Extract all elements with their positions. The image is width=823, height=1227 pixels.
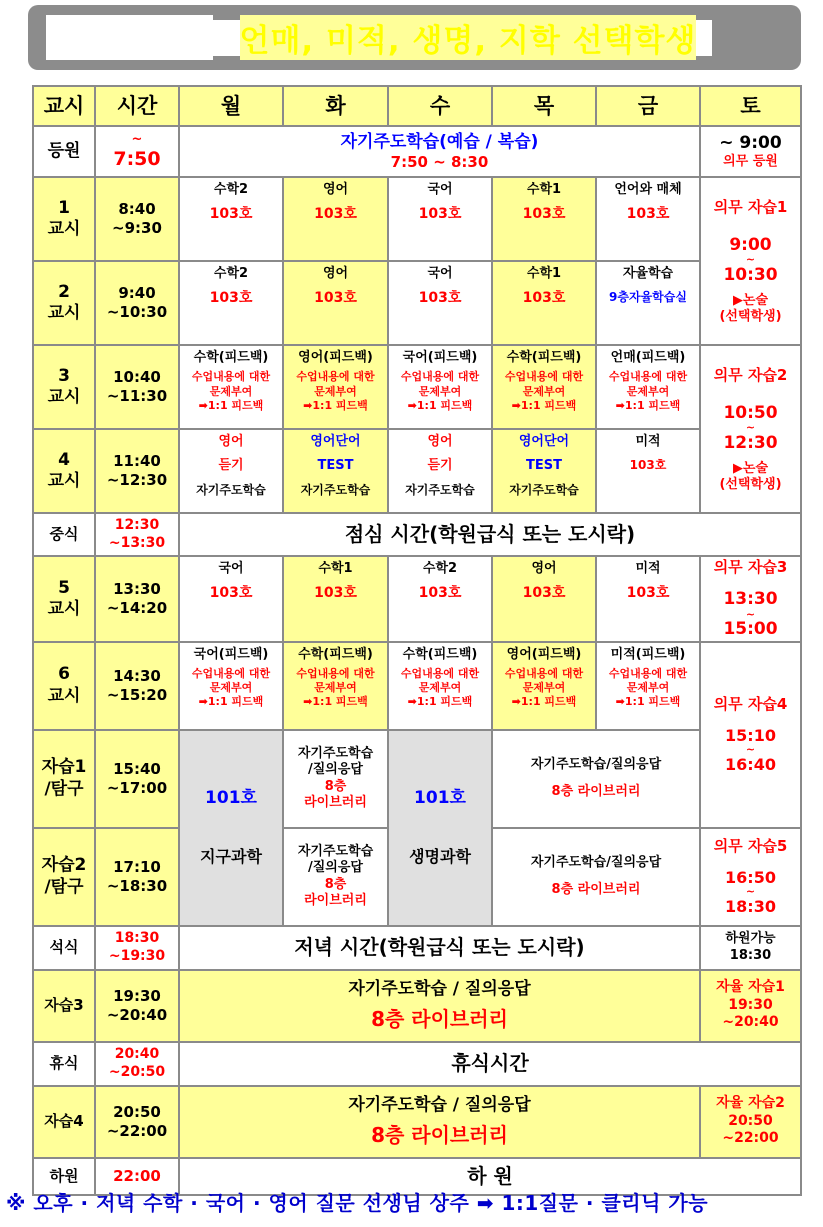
time-p2: 9:40 ~10:30 [95,261,179,345]
room: 101호 [205,787,257,808]
self-study: 자기주도학습/질의응답 [530,757,662,773]
row-dinner [33,926,801,970]
sat-title: 의무 자습3 [713,558,788,576]
room: 103호 [522,206,566,223]
location: 8층 라이브러리 [371,1122,508,1147]
subject: 국어(피드백) [402,350,478,365]
room: 103호 [314,585,357,602]
feedback-note: 수업내용에 대한 문제부여 ➡1:1 피드백 [504,370,584,412]
label-p6: 6 교시 [33,642,95,730]
subject: 자율학습 [622,266,674,281]
self-study: 자기주도학습 [405,482,475,497]
subject: 수학(피드백) [402,646,478,662]
p2-fri [596,261,700,345]
room: 103호 [209,585,253,602]
time-p3: 10:40 ~11:30 [95,345,179,429]
p1-thu [492,177,596,261]
sat-start: 13:30 [723,589,778,610]
study-mon-earth-science [179,730,283,926]
page-title [28,5,801,70]
p4-thu [492,429,596,513]
room: 103호 [522,290,566,307]
feedback-note: 수업내용에 대한 문제부여 ➡1:1 피드백 [191,666,271,709]
title-close-paren: ) [696,19,712,56]
feedback-note: 수업내용에 대한 문제부여 ➡1:1 피드백 [296,370,375,412]
time-study4: 20:50 ~22:00 [95,1086,179,1158]
sat-start: 15:10 [725,726,776,746]
sat-start: 16:50 [725,868,776,888]
subject: 영어단어 [310,434,361,449]
self-study: 자기주도학습/질의응답 [530,855,662,871]
p6-wed [388,642,492,730]
time-p6: 14:30 ~15:20 [95,642,179,730]
time-study1: 15:40 ~17:00 [95,730,179,828]
sat-title: 의무 자습2 [713,365,788,384]
subject: 수학(피드백) [506,350,582,365]
row-period-4 [33,429,801,513]
sat-tilde: ~ [745,885,756,899]
study1-tue [283,730,388,828]
footer-note: ※ 오후 · 저녁 수학 · 국어 · 영어 질문 선생님 상주 ➡ 1:1질문 · 클리닉 가능 [6,1191,709,1215]
p2-wed [388,261,492,345]
sat-end: 10:30 [723,265,778,286]
sat-start: 9:00 [729,235,772,256]
label-study3: 자습3 [33,970,95,1042]
time-break: 20:40 ~20:50 [95,1042,179,1086]
sat-note: ▶논술 (선택학생) [719,460,782,492]
sat-end: 12:30 [723,433,778,454]
p1-fri [596,177,700,261]
row-period-5 [33,556,801,642]
break-main: 휴식시간 [179,1042,801,1086]
study3-sat: 자율 자습1 19:30 ~20:40 [700,970,801,1042]
subject: 미적(피드백) [610,646,686,662]
p6-tue [283,642,388,730]
time-lunch: 12:30 ~13:30 [95,513,179,556]
subject: 국어(피드백) [193,646,269,662]
sat-end: 18:30 [725,897,776,917]
label-p2: 2 교시 [33,261,95,345]
arrival-sat-note: 의무 등원 [723,154,778,169]
sat-block-3 [700,556,801,642]
title-highlight: 언매, 미적, 생명, 지학 선택학생 [240,15,697,60]
study-wed-life-science [388,730,492,926]
time-p4: 11:40 ~12:30 [95,429,179,513]
label-p5: 5 교시 [33,556,95,642]
sat-end: 15:00 [723,619,778,640]
feedback-note: 수업내용에 대한 문제부여 ➡1:1 피드백 [400,370,480,412]
subject: 수학1 [526,182,562,197]
room: 103호 [418,206,462,223]
p2-tue [283,261,388,345]
subject: 미적 [635,434,661,449]
subject: 수학1 [526,266,562,281]
p2-mon [179,261,283,345]
p1-mon [179,177,283,261]
sat-block-5 [700,828,801,926]
subject: 영어단어 [518,434,570,449]
self-study: 자기주도학습 [196,482,266,497]
self-study: 자기주도학습 / 질의응답 [348,979,531,1000]
room: 103호 [626,585,670,602]
p6-mon [179,642,283,730]
arrival-tilde: ~ [131,131,143,147]
subject: 영어(피드백) [506,646,582,662]
study3-main [179,970,700,1042]
study4-main [179,1086,700,1158]
subject: 언매(피드백) [610,350,686,365]
time-p5: 13:30 ~14:20 [95,556,179,642]
self-study: 자기주도학습 /질의응답 [297,844,374,876]
p5-wed [388,556,492,642]
label-p3: 3 교시 [33,345,95,429]
subject: 지구과학 [200,847,262,867]
header-mon: 월 [179,86,283,126]
time-dinner: 18:30 ~19:30 [95,926,179,970]
header-thu: 목 [492,86,596,126]
arrival-main-text: 자기주도학습(예습 / 복습) [340,131,539,152]
sat-end: 16:40 [725,755,776,775]
header-fri: 금 [596,86,700,126]
room: 103호 [626,206,670,223]
label-study2: 자습2 /탐구 [33,828,95,926]
sat-title: 의무 자습1 [713,197,788,216]
sat-block-1 [700,177,801,345]
subject-detail: 듣기 [218,458,244,474]
row-arrival [33,126,801,177]
header-sat: 토 [700,86,801,126]
arrival-main [179,126,700,177]
label-study1: 자습1 /탐구 [33,730,95,828]
title-open-paren: ( [212,19,240,56]
subject: 미적 [635,561,661,576]
p4-wed [388,429,492,513]
p4-mon [179,429,283,513]
feedback-note: 수업내용에 대한 문제부여 ➡1:1 피드백 [608,370,688,412]
room: 103호 [418,290,462,307]
p3-fri [596,345,700,429]
sat-tilde: ~ [745,421,756,435]
arrival-time: 7:50 [113,147,161,170]
time-arrival [95,126,179,177]
arrival-main-time: 7:50 ~ 8:30 [390,152,489,171]
sat-tilde: ~ [745,253,756,267]
label-leave: 하원 [33,1158,95,1195]
p1-wed [388,177,492,261]
dinner-main: 저녁 시간(학원급식 또는 도시락) [179,926,700,970]
subject: 국어 [427,182,453,197]
room: 103호 [418,585,462,602]
subject: 수학1 [318,561,353,576]
self-study: 자기주도학습 / 질의응답 [348,1095,531,1116]
p5-thu [492,556,596,642]
row-study-1 [33,730,801,828]
p2-thu [492,261,596,345]
room: 103호 [314,290,357,307]
self-study: 자기주도학습 [300,482,371,497]
row-study-3 [33,970,801,1042]
dinner-sat: 하원가능 18:30 [700,926,801,970]
study1-thu-fri [492,730,700,828]
feedback-note: 수업내용에 대한 문제부여 ➡1:1 피드백 [296,666,375,709]
subject: 영어 [531,561,557,576]
location: 8층 라이브러리 [551,783,641,799]
header-period: 교시 [33,86,95,126]
study2-tue [283,828,388,926]
study2-thu-fri [492,828,700,926]
p4-fri [596,429,700,513]
subject: 언어와 매체 [614,182,682,197]
room: 103호 [629,458,667,473]
row-period-3 [33,345,801,429]
row-lunch [33,513,801,556]
room: 103호 [209,206,253,223]
row-period-1 [33,177,801,261]
label-p4: 4 교시 [33,429,95,513]
label-study4: 자습4 [33,1086,95,1158]
room: 9층자율학습실 [609,290,687,305]
p3-tue [283,345,388,429]
time-study2: 17:10 ~18:30 [95,828,179,926]
subject-detail: 듣기 [427,458,453,474]
label-break: 휴식 [33,1042,95,1086]
p6-fri [596,642,700,730]
arrival-sat [700,126,801,177]
p3-thu [492,345,596,429]
sat-title: 의무 자습5 [713,837,788,856]
subject: 수학(피드백) [193,350,269,365]
sat-start: 10:50 [723,403,778,424]
row-break [33,1042,801,1086]
study4-sat: 자율 자습2 20:50 ~22:00 [700,1086,801,1158]
p4-tue [283,429,388,513]
subject: 수학(피드백) [298,646,373,662]
sat-note: ▶논술 (선택학생) [719,292,782,324]
arrival-sat-time: ~ 9:00 [719,132,782,153]
p5-mon [179,556,283,642]
subject: 생명과학 [409,847,471,867]
location: 8층 라이브러리 [371,1006,508,1031]
label-dinner: 석식 [33,926,95,970]
self-study: 자기주도학습 /질의응답 [297,746,374,778]
p6-thu [492,642,596,730]
subject: 영어 [427,434,453,449]
label-lunch: 중식 [33,513,95,556]
feedback-note: 수업내용에 대한 문제부여 ➡1:1 피드백 [191,370,271,412]
location: 8층 라이브러리 [304,876,367,908]
sat-title: 의무 자습4 [713,695,788,714]
row-period-2 [33,261,801,345]
title-prefix: 표준 시간표 [46,15,213,60]
time-study3: 19:30 ~20:40 [95,970,179,1042]
subject: 국어 [218,561,244,576]
p3-mon [179,345,283,429]
subject: 영어 [322,266,349,281]
room: 101호 [414,787,466,808]
subject: 수학2 [213,266,249,281]
timetable [32,85,802,1196]
feedback-note: 수업내용에 대한 문제부여 ➡1:1 피드백 [504,666,584,709]
sat-block-4 [700,642,801,828]
row-period-6 [33,642,801,730]
feedback-note: 수업내용에 대한 문제부여 ➡1:1 피드백 [608,666,688,709]
p5-tue [283,556,388,642]
label-p1: 1 교시 [33,177,95,261]
sat-tilde: ~ [745,607,756,621]
subject-detail: TEST [526,458,562,474]
subject: 영어 [322,182,349,197]
subject: 국어 [427,266,453,281]
subject: 수학2 [422,561,458,576]
sat-tilde: ~ [745,743,756,757]
header-time: 시간 [95,86,179,126]
p3-wed [388,345,492,429]
feedback-note: 수업내용에 대한 문제부여 ➡1:1 피드백 [400,666,480,709]
room: 103호 [314,206,357,223]
room: 103호 [209,290,253,307]
self-study: 자기주도학습 [509,482,579,497]
header-row [33,86,801,126]
sat-block-2 [700,345,801,513]
leave-main: 하 원 [179,1158,801,1195]
row-study-4 [33,1086,801,1158]
p5-fri [596,556,700,642]
subject: 영어 [218,434,244,449]
lunch-main: 점심 시간(학원급식 또는 도시락) [179,513,801,556]
label-arrival: 등원 [33,126,95,177]
room: 103호 [522,585,566,602]
header-tue: 화 [283,86,388,126]
subject: 수학2 [213,182,249,197]
time-leave: 22:00 [95,1158,179,1195]
time-p1: 8:40 ~9:30 [95,177,179,261]
location: 8층 라이브러리 [304,778,367,810]
subject-detail: TEST [317,458,354,474]
header-wed: 수 [388,86,492,126]
subject: 영어(피드백) [298,350,373,365]
location: 8층 라이브러리 [551,881,641,897]
p1-tue [283,177,388,261]
